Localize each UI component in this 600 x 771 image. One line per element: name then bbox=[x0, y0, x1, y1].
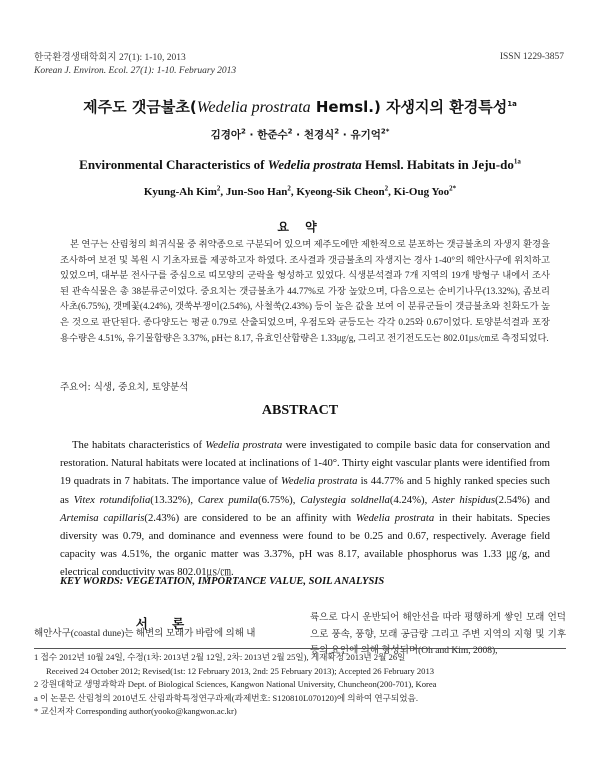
footnote-affiliation: 2 강원대학교 생명과학과 Dept. of Biological Sciences, Kangwon National University, Chuncheon(200-701), Korea bbox=[34, 679, 437, 690]
footnote-received-en: Received 24 October 2012; Revised(1st: 12 February 2013, 2nd: 25 February 2013); Accepted 26 February 2013 bbox=[46, 665, 435, 676]
author-en: Kyung-Ah Kim bbox=[143, 186, 217, 198]
intro-text-right: 륙으로 다시 운반되어 해안선을 따라 평행하게 쌓인 모래 언덕으로 풍속, 풍향, 모래 공급량 그리고 주변 지역의 지형 및 기후 등의 요인에 의해 형성되며(Oh and Kim, 2008), bbox=[310, 613, 566, 656]
species-name: Calystegia soldnella bbox=[300, 493, 390, 506]
abstract-text: (2.43%) are considered to be an affinity with bbox=[144, 511, 356, 524]
abstract-text: were investigated to compile basic data for conservation and restoration. Natural habitats were located at inclinations of 1-40°. Thirty eight vascular plants were identified from 19 quadrats in 7 habitats. The importance value of bbox=[60, 439, 550, 488]
author-ko-affil: 2 bbox=[241, 127, 246, 136]
abstract-text: The habitats characteristics of bbox=[72, 439, 206, 451]
paper-title-ko bbox=[0, 96, 600, 117]
author-ko: 한준수 bbox=[257, 129, 288, 141]
species-name: Vitex rotundifolia bbox=[73, 493, 151, 506]
title-ko-footnote-mark: 1a bbox=[507, 100, 517, 108]
footnote-divider bbox=[34, 648, 566, 649]
abstract-text: in their habitats. Species diversity was 0.79, and dominance and evenness were found to be 0.25 and 0.67, respectively. Average field capacity was 4.51%, the organic matter was 3.37%, pH was 8.17, available phosphorus was 1.33 ㎍/g, and electrical conductivity was 802.01㎲/㎝. bbox=[60, 511, 550, 579]
abstract-en-body bbox=[60, 436, 550, 582]
author-ko: 유기억 bbox=[350, 129, 381, 141]
author-ko: 김경아 bbox=[210, 129, 242, 141]
abstract-en-heading: ABSTRACT bbox=[261, 403, 339, 418]
species-name: Wedelia prostrata bbox=[205, 439, 283, 451]
journal-name-ko: 한국환경생태학회지 27(1): 1-10, 2013 bbox=[34, 53, 186, 63]
abstract-text: is 44.77% and 5 highly ranked species such as bbox=[60, 475, 550, 506]
title-ko-species: Wedelia prostrata bbox=[196, 99, 311, 116]
species-name: Wedelia prostrata bbox=[280, 475, 358, 488]
keywords-en: KEY WORDS: VEGETATION, IMPORTANCE VALUE, SOIL ANALYSIS bbox=[60, 576, 385, 587]
footnote-funding: a 이 논문은 산림청의 2010년도 산림과학특정연구과제(과제번호: S120810L070120)에 의하여 연구되었음. bbox=[34, 692, 418, 703]
issn: ISSN 1229-3857 bbox=[499, 52, 564, 62]
abstract-text: (6.75%), bbox=[258, 493, 301, 506]
authors-en: Kyung-Ah Kim$^2$, Jun-Soo Han$^2$, Kyeong-Sik Cheon$^2$, Ki-Oug Yoo$^{2*}$ bbox=[143, 184, 457, 198]
footnote-corresponding: * 교신저자 Corresponding author(yooko@kangwon.ac.kr) bbox=[34, 706, 237, 717]
paper-title-en bbox=[0, 157, 600, 173]
abstract-text: (4.24%), bbox=[389, 493, 433, 506]
title-en-species: Wedelia prostrata bbox=[267, 157, 362, 172]
abstract-text: (2.54%) and bbox=[495, 493, 550, 506]
author-ko-affil: 2* bbox=[380, 127, 390, 136]
footnote-received-ko: 1 접수 2012년 10월 24일, 수정(1차: 2013년 2월 12일, 2차: 2013년 2월 25일), 게재확정 2013년 2월 26일 bbox=[34, 652, 406, 662]
title-ko-suffix: Hemsl.) 자생지의 환경특성 bbox=[310, 98, 508, 116]
title-en-suffix: Hemsl. Habitats in Jeju-do bbox=[361, 157, 514, 172]
species-name: Wedelia prostrata bbox=[355, 511, 435, 524]
authors-ko: 김경아$^2$ · 한준수$^2$ · 천경식$^2$ · 유기억$^{2*}$ bbox=[210, 127, 390, 141]
species-name: Carex pumila bbox=[197, 493, 259, 506]
author-en: Ki-Oug Yoo bbox=[393, 186, 450, 198]
species-name: Artemisa capillaris bbox=[60, 511, 145, 524]
keywords-ko: 주요어: 식생, 중요치, 토양분석 bbox=[60, 382, 189, 393]
author-en-affil: 2 bbox=[287, 184, 291, 193]
title-en-prefix: Environmental Characteristics of bbox=[79, 157, 268, 172]
author-ko-affil: 2 bbox=[334, 127, 340, 136]
species-name: Aster hispidus bbox=[432, 493, 496, 506]
abstract-ko-heading: 요 약 bbox=[277, 220, 323, 234]
abstract-text: (13.32%), bbox=[150, 493, 198, 506]
title-en-footnote-mark: 1a bbox=[513, 157, 521, 166]
author-en: Jun-Soo Han bbox=[225, 186, 288, 198]
author-en-affil: 2* bbox=[449, 184, 457, 193]
abstract-ko-body: 본 연구는 산림청의 희귀식물 중 취약종으로 구분되어 있으며 제주도에만 제한적으로 분포하는 갯금불초의 자생지 환경을 조사하여 보전 및 복원 시 기초자료를 제공하고자 하였다. 조사결과 갯금불초의 자생지는 경사 1-40°의 해안사구에 위치하고 있었으며, 대부분 전사구를 중심으로 띠모양의 군락을 형성하고 있었다. 식생분석결과 7개 지역의 19개 방형구 내에서 조사된 관속식물은 총 38분류군이었다. 중요치는 갯금불초가 44.77%로 가장 높았으며, 다음으로는 순비기나무(13.32%), 좀보리사초(6.75%), 갯메꽃(4.24%), 갯쑥부쟁이(2.54%), 사철쑥(2.43%) 등이 높은 값을 보여 이 분류군들이 갯금불초와 친화도가 높은 것으로 판단된다. 종다양도는 평균 0.79로 산출되었으며, 우점도와 균등도는 각각 0.25와 0.67이었다. 토양분석결과 포장용수량은 4.51%, 유기물함량은 3.37%, pH는 8.17, 유효인산함량은 1.33㎍/g, 그리고 전기전도도는 802.01㎲/㎝로 측정되었다. bbox=[60, 240, 550, 344]
journal-name-en: Korean J. Environ. Ecol. 27(1): 1-10. February 2013 bbox=[34, 66, 237, 76]
author-en-affil: 2 bbox=[216, 184, 221, 193]
author-ko: 천경식 bbox=[303, 129, 335, 141]
intro-heading: 서 론 bbox=[135, 616, 195, 631]
author-en: Kyeong-Sik Cheon bbox=[296, 186, 385, 198]
author-en-affil: 2 bbox=[384, 184, 389, 193]
title-ko-prefix: 제주도 갯금불초( bbox=[83, 98, 197, 116]
author-ko-affil: 2 bbox=[287, 127, 293, 136]
footnotes bbox=[34, 651, 574, 719]
intro-text-left: 해안사구(coastal dune)는 해변의 모래가 바람에 의해 내 bbox=[34, 629, 256, 639]
journal-citation bbox=[34, 52, 236, 78]
